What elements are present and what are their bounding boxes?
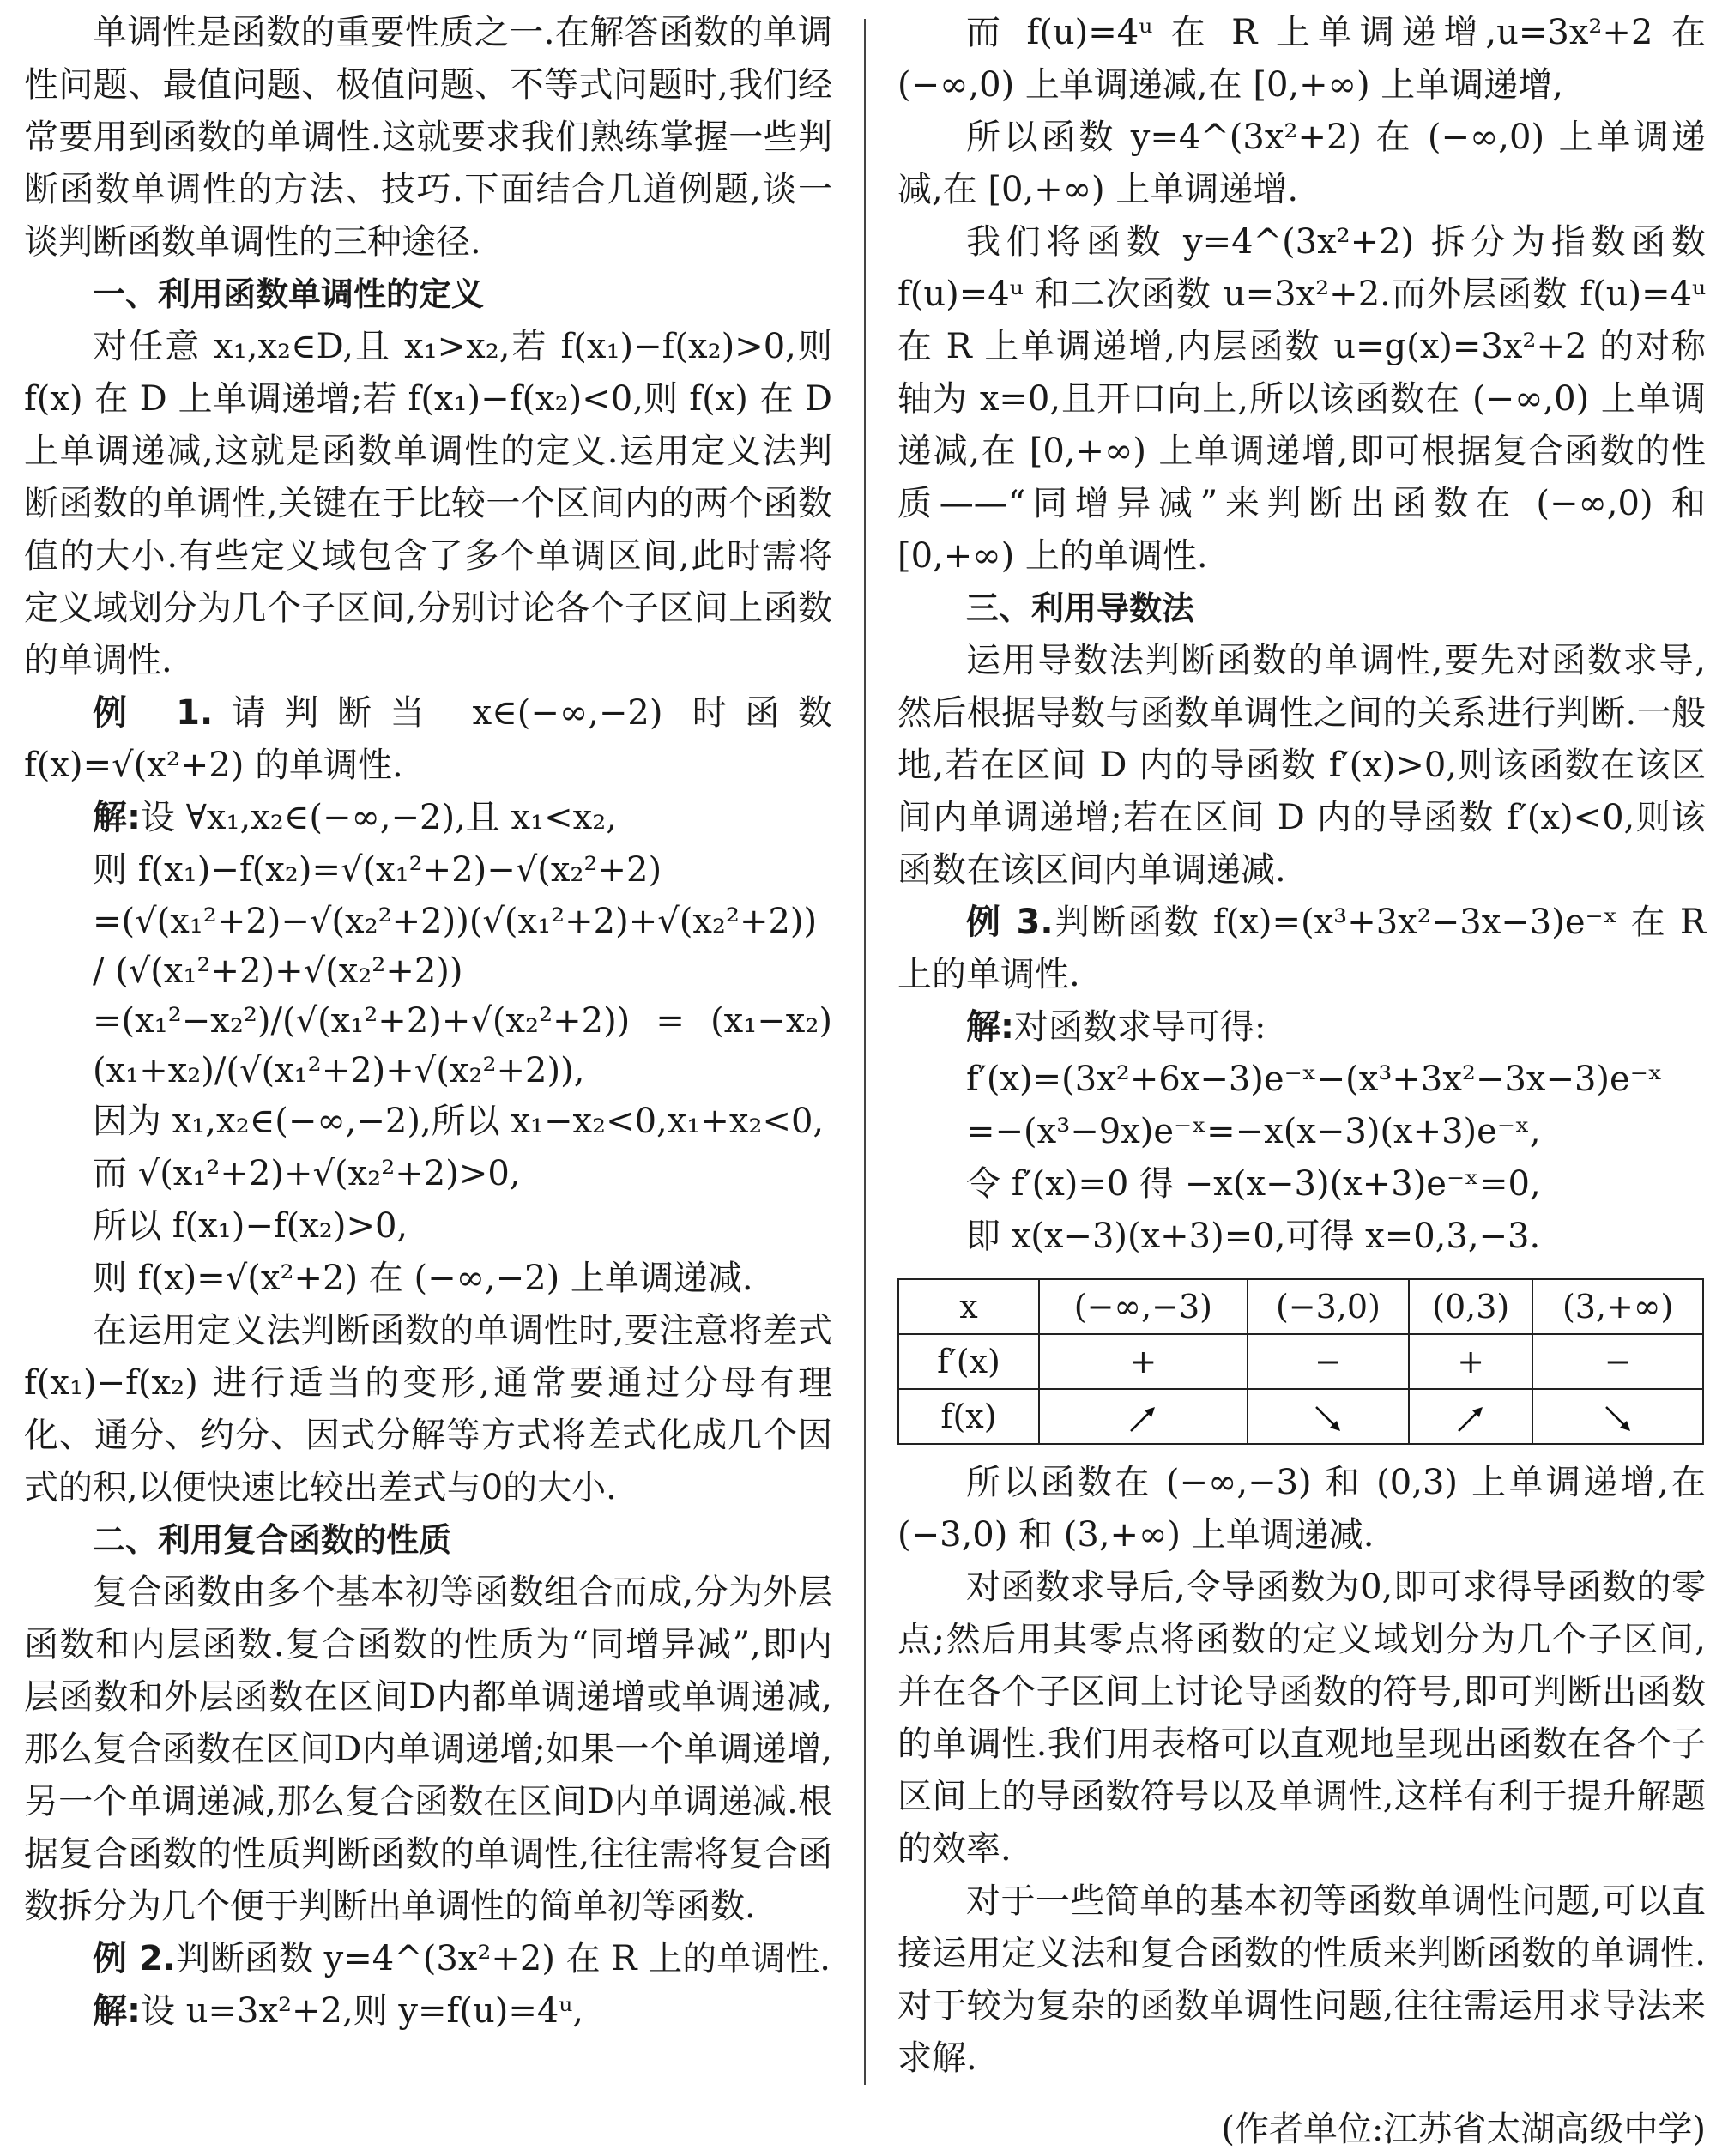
composite-paragraph: 复合函数由多个基本初等函数组合而成,分为外层函数和内层函数.复合函数的性质为“同增异减”,即内层函数和外层函数在区间D内都单调递增或单调递减,那么复合函数在区间D内单调递增;如果一个单调递增,另一个单调递减,那么复合函数在区间D内单调递减.根据复合函数的性质判断函数的单调性,往往需将复合函数拆分为几个便于判断出单调性的简单初等函数. (24, 1573, 832, 1926)
solution-3-line-3: =−(x³−9x)e⁻ˣ=−x(x−3)(x+3)e⁻ˣ, (966, 1112, 1541, 1151)
up-arrow-icon (1126, 1402, 1160, 1436)
table-header-row (898, 1279, 1703, 1334)
table-header-cell: (−∞,−3) (1039, 1279, 1248, 1334)
section-heading-2: 二、利用复合函数的性质 (93, 1521, 452, 1559)
solution-2-line-3: 所以函数 y=4^(3x²+2) 在 (−∞,0) 上单调递减,在 [0,+∞) 上单调递增. (897, 118, 1706, 209)
section-heading-3: 三、利用导数法 (966, 589, 1195, 627)
example-3-text: 判断函数 f(x)=(x³+3x²−3x−3)e⁻ˣ 在 R 上的单调性. (897, 903, 1706, 994)
solution-1-line-7: 所以 f(x₁)−f(x₂)>0, (93, 1206, 408, 1246)
example-1 (24, 687, 832, 792)
author-affiliation: (作者单位:江苏省太湖高级中学) (1221, 2110, 1706, 2149)
down-arrow-icon (1601, 1402, 1635, 1436)
solution-1-line-3: =(√(x₁²+2)−√(x₂²+2))(√(x₁²+2)+√(x₂²+2)) / (√(x₁²+2)+√(x₂²+2)) (93, 902, 818, 991)
table-header-cell: (3,+∞) (1532, 1279, 1703, 1334)
solution-1-text: 设 ∀x₁,x₂∈(−∞,−2),且 x₁<x₂, (141, 798, 617, 837)
column-divider (864, 19, 866, 2085)
table-cell (1532, 1389, 1703, 1444)
solution-2-text: 设 u=3x²+2,则 y=f(u)=4ᵘ, (141, 1991, 583, 2031)
example-3-label: 例 3. (966, 903, 1054, 942)
solution-2-line-1 (93, 1985, 832, 2038)
table-row-derivative (898, 1334, 1703, 1389)
up-arrow-icon (1453, 1402, 1488, 1436)
solution-2-line-2: 而 f(u)=4ᵘ 在 R 上单调递增,u=3x²+2 在 (−∞,0) 上单调递减,在 [0,+∞) 上单调递增, (897, 13, 1706, 105)
solution-2-label: 解: (93, 1991, 141, 2031)
table-cell: + (1409, 1334, 1532, 1389)
solution-1-label: 解: (93, 798, 141, 837)
table-row-label: f′(x) (898, 1334, 1039, 1389)
solution-1-line-8: 则 f(x)=√(x²+2) 在 (−∞,−2) 上单调递减. (93, 1259, 753, 1298)
example-1-label: 例 1. (93, 693, 214, 733)
right-column (897, 7, 1706, 2156)
solution-1-line-4: =(x₁²−x₂²)/(√(x₁²+2)+√(x₂²+2)) = (x₁−x₂)(x₁+x₂)/(√(x₁²+2)+√(x₂²+2)), (93, 1001, 832, 1090)
table-cell: − (1248, 1334, 1409, 1389)
table-header-cell: (−3,0) (1248, 1279, 1409, 1334)
intro-paragraph: 单调性是函数的重要性质之一.在解答函数的单调性问题、最值问题、极值问题、不等式问题时,我们经常要用到函数的单调性.这就要求我们熟练掌握一些判断函数单调性的方法、技巧.下面结合几道例题,谈一谈判断函数单调性的三种途径. (24, 13, 832, 262)
note-1-paragraph: 在运用定义法判断函数的单调性时,要注意将差式 f(x₁)−f(x₂) 进行适当的变形,通常要通过分母有理化、通分、约分、因式分解等方式将差式化成几个因式的积,以便快速比较出差式与0的大小. (24, 1311, 832, 1507)
example-2-label: 例 2. (93, 1939, 176, 1978)
section-heading-1: 一、利用函数单调性的定义 (93, 275, 485, 313)
table-cell: + (1039, 1334, 1248, 1389)
example-1-text: 请判断当 x∈(−∞,−2) 时函数 f(x)=√(x²+2) 的单调性. (24, 693, 833, 785)
solution-3-line-4: 令 f′(x)=0 得 −x(x−3)(x+3)e⁻ˣ=0, (966, 1164, 1541, 1204)
definition-paragraph: 对任意 x₁,x₂∈D,且 x₁>x₂,若 f(x₁)−f(x₂)>0,则 f(x) 在 D 上单调递增;若 f(x₁)−f(x₂)<0,则 f(x) 在 D 上单调递减,这就是函数单调性的定义.运用定义法判断函数的单调性,关键在于比较一个区间内的两个函数值的大小.有些定义域包含了多个单调区间,此时需将定义域划分为几个子区间,分别讨论各个子区间上函数的单调性. (24, 327, 832, 680)
solution-3-line-5: 即 x(x−3)(x+3)=0,可得 x=0,3,−3. (966, 1217, 1541, 1256)
solution-1-line-6: 而 √(x₁²+2)+√(x₂²+2)>0, (93, 1154, 521, 1193)
table-cell (1409, 1389, 1532, 1444)
solution-1-line-2: 则 f(x₁)−f(x₂)=√(x₁²+2)−√(x₂²+2) (93, 850, 662, 890)
table-cell: − (1532, 1334, 1703, 1389)
table-row-label: f(x) (898, 1389, 1039, 1444)
note-2-paragraph: 我们将函数 y=4^(3x²+2) 拆分为指数函数 f(u)=4ᵘ 和二次函数 u=3x²+2.而外层函数 f(u)=4ᵘ 在 R 上单调递增,内层函数 u=g(x)=3x²+2 的对称轴为 x=0,且开口向上,所以该函数在 (−∞,0) 上单调递减,在 [0,+∞) 上单调递增,即可根据复合函数的性质——“同增异减”来判断出函数在 (−∞,0) 和 [0,+∞) 上的单调性. (897, 222, 1706, 576)
solution-3-text: 对函数求导可得: (1014, 1007, 1266, 1047)
table-row-function (898, 1389, 1703, 1444)
table-header-cell: (0,3) (1409, 1279, 1532, 1334)
solution-1-line-5: 因为 x₁,x₂∈(−∞,−2),所以 x₁−x₂<0,x₁+x₂<0, (93, 1102, 825, 1141)
solution-1-line-1 (93, 792, 832, 844)
table-header-cell: x (898, 1279, 1039, 1334)
solution-3-label: 解: (966, 1007, 1014, 1047)
example-2 (24, 1933, 832, 1985)
example-3 (897, 897, 1706, 1001)
derivative-paragraph: 运用导数法判断函数的单调性,要先对函数求导,然后根据导数与函数单调性之间的关系进行判断.一般地,若在区间 D 内的导函数 f′(x)>0,则该函数在该区间内单调递增;若在区间 D 内的导函数 f′(x)<0,则该函数在该区间内单调递减. (897, 641, 1706, 890)
solution-3-line-1 (966, 1001, 1706, 1054)
summary-paragraph: 对于一些简单的基本初等函数单调性问题,可以直接运用定义法和复合函数的性质来判断函数的单调性.对于较为复杂的函数单调性问题,往往需运用求导法来求解. (897, 1881, 1706, 2078)
solution-3-line-2: f′(x)=(3x²+6x−3)e⁻ˣ−(x³+3x²−3x−3)e⁻ˣ (966, 1060, 1663, 1099)
note-3-paragraph: 对函数求导后,令导函数为0,即可求得导函数的零点;然后用其零点将函数的定义域划分为几个子区间,并在各个子区间上讨论导函数的符号,即可判断出函数的单调性.我们用表格可以直观地呈现出函数在各个子区间上的导函数符号以及单调性,这样有利于提升解题的效率. (897, 1567, 1706, 1869)
table-cell (1039, 1389, 1248, 1444)
table-cell (1248, 1389, 1409, 1444)
example-2-text: 判断函数 y=4^(3x²+2) 在 R 上的单调性. (175, 1939, 831, 1978)
sign-table (897, 1278, 1704, 1445)
solution-3-conclusion: 所以函数在 (−∞,−3) 和 (0,3) 上单调递增,在 (−3,0) 和 (3,+∞) 上单调递减. (897, 1463, 1706, 1555)
down-arrow-icon (1311, 1402, 1345, 1436)
left-column (24, 7, 832, 2038)
